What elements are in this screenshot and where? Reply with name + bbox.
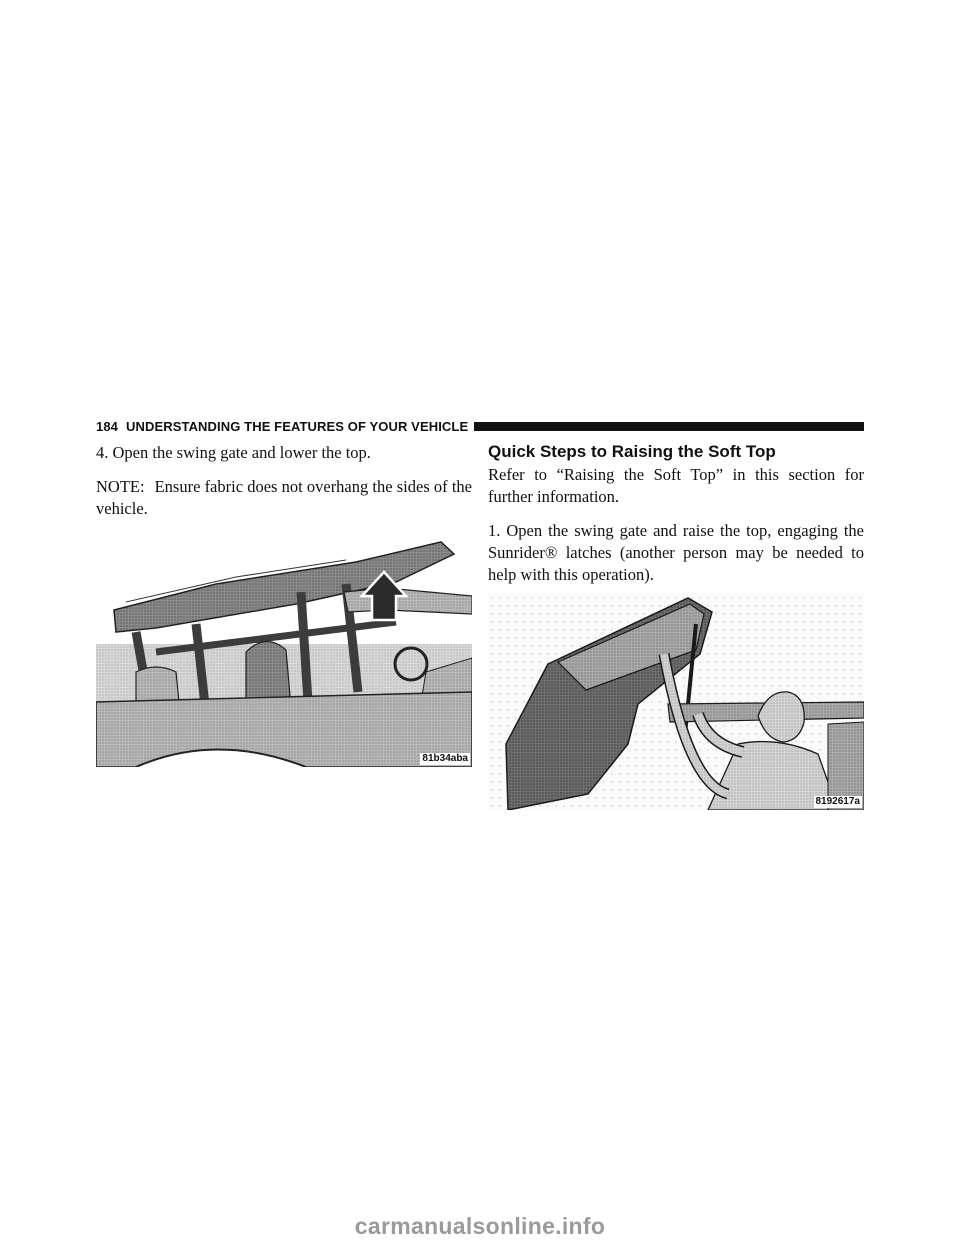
left-column — [96, 442, 472, 767]
page-header — [96, 418, 864, 434]
note-label: NOTE: — [96, 477, 145, 496]
raise-top-illustration — [488, 594, 864, 810]
note-text: Ensure fabric does not overhang the sides of the vehicle. — [96, 477, 472, 518]
step-1-text: 1. Open the swing gate and raise the top, engaging the Sunrider® latches (another person may be needed to help with this operation). — [488, 521, 864, 584]
step-4-text: 4. Open the swing gate and lower the top. — [96, 443, 371, 462]
figure-code: 8192617a — [815, 796, 860, 807]
person-raising-soft-top-drawing — [488, 594, 864, 810]
right-column — [488, 442, 864, 810]
watermark: carmanualsonline.info — [354, 1213, 606, 1239]
section-title: UNDERSTANDING THE FEATURES OF YOUR VEHICLE — [126, 418, 469, 434]
header-rule — [474, 422, 864, 431]
lower-top-illustration — [96, 532, 472, 767]
jeep-soft-top-lowered-drawing — [96, 532, 472, 767]
section-heading: Quick Steps to Raising the Soft Top — [488, 442, 776, 461]
intro-paragraph: Refer to “Raising the Soft Top” in this section for further information. — [488, 465, 864, 506]
page-number: 184 — [96, 418, 118, 434]
note-paragraph — [96, 476, 472, 520]
figure-code: 81b34aba — [422, 753, 468, 764]
